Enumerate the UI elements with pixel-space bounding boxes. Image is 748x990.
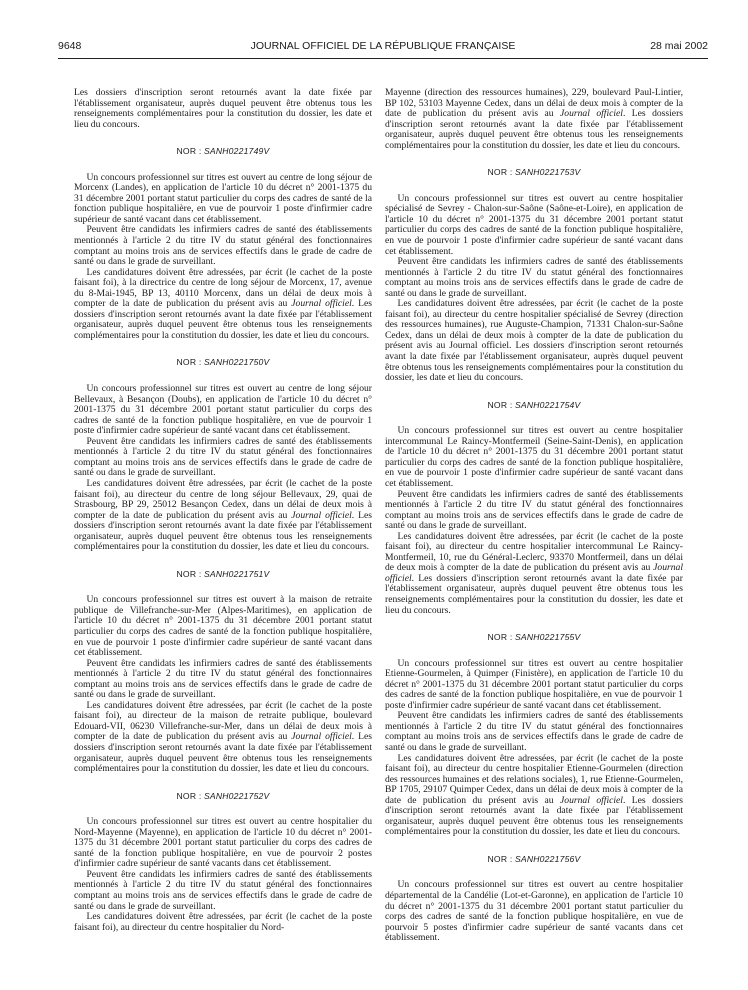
notice-paragraph: Peuvent être candidats les infirmiers cadres de santé des établissements mentionnés à l'article 2 du titre IV du statut général des fonctionnaires comptant au moins trois ans de services effectifs dans le grade de cadre de santé ou dans le grade de surveillant. [385, 710, 683, 753]
journal-reference: Journal officiel [291, 509, 352, 521]
nor-code: SANH0221750V [204, 357, 270, 368]
notice-paragraph: Un concours professionnel sur titres est ouvert au centre hospitalier Etienne-Gourmelen, à Quimper (Finistère), en application de l'article 10 du décret n° 2001-1375 du 31 décembre 2001 portant statut particulier du corps des cadres de santé de la fonction publique hospitalière, en vue de pourvoir 1 poste d'infirmier cadre supérieur de santé vacant dans cet établissement. [385, 657, 683, 711]
notice-paragraph: Un concours professionnel sur titres est ouvert à la maison de retraite publique de Villefranche-sur-Mer (Alpes-Maritimes), en application de l'article 10 du décret n° 2001-1375 du 31 décembre 2001 portant statut particulier du corps des cadres de santé de la fonction publique hospitalière, en vue de pourvoir 1 poste d'infirmier cadre supérieur de santé vacant dans cet établissement. [74, 594, 372, 659]
journal-reference: Journal officiel [560, 108, 623, 120]
notice-paragraph: Peuvent être candidats les infirmiers cadres de santé des établissements mentionnés à l'article 2 du titre IV du statut général des fonctionnaires comptant au moins trois ans de services effectifs dans le grade de cadre de santé ou dans le grade de surveillant. [74, 657, 372, 701]
journal-reference: Journal officiel [560, 794, 623, 806]
nor-heading: NOR : SANH0221754V [487, 399, 581, 410]
nor-code: SANH0221749V [204, 146, 270, 157]
nor-code: SANH0221756V [515, 853, 581, 864]
notice-paragraph: Les candidatures doivent être adressées, par écrit (le cachet de la poste faisant foi), au directeur du centre hospitalier du Nord- [74, 911, 372, 933]
journal-title: JOURNAL OFFICIEL DE LA RÉPUBLIQUE FRANÇAISE [250, 40, 516, 52]
page-header [58, 40, 708, 56]
nor-heading: NOR : SANH0221753V [487, 167, 581, 178]
notice-paragraph: Peuvent être candidats les infirmiers cadres de santé des établissements mentionnés à l'article 2 du titre IV du statut général des fonctionnaires comptant au moins trois ans de services effectifs dans le grade de cadre de santé ou dans le grade de surveillant. [385, 256, 683, 299]
nor-code: SANH0221752V [204, 790, 270, 801]
nor-heading: NOR : SANH0221752V [176, 790, 270, 801]
page-number: 9648 [58, 40, 82, 52]
notice-paragraph: Les candidatures doivent être adressées, par écrit (le cachet de la poste faisant foi), au directeur du centre hospitalier Etienne-Gourmelen (direction des ressources humaines et des relations sociales), 1, rue Etienne-Gourmelen, BP 1705, 29107 Quimper Cedex, dans un délai de deux mois à compter de la date de publication du présent avis au Journal officiel. Les dossiers d'inscription seront retournés avant la date fixée par l'établissement organisateur, auprès duquel peuvent être obtenus tous les renseignements complémentaires pour la constitution du dossier, les date et lieu du concours. [385, 752, 683, 838]
notice-paragraph: Peuvent être candidats les infirmiers cadres de santé des établissements mentionnés à l'article 2 du titre IV du statut général des fonctionnaires comptant au moins trois ans de services effectifs dans le grade de cadre de santé ou dans le grade de surveillant. [74, 435, 372, 479]
journal-reference: Journal officiel [291, 298, 352, 310]
issue-date: 28 mai 2002 [650, 40, 708, 52]
nor-heading: NOR : SANH0221751V [176, 568, 270, 579]
nor-code: SANH0221754V [515, 399, 581, 410]
notice-paragraph: Un concours professionnel sur titres est ouvert au centre de long séjour Bellevaux, à Besançon (Doubs), en application de l'article 10 du décret n° 2001-1375 du 31 décembre 2001 portant statut particulier du corps des cadres de santé de la fonction publique hospitalière, en vue de pourvoir 1 poste d'infirmier cadre supérieur de santé vacant dans cet établissement. [74, 383, 372, 437]
notice-paragraph: Peuvent être candidats les infirmiers cadres de santé des établissements mentionnés à l'article 2 du titre IV du statut général des fonctionnaires comptant au moins trois ans de services effectifs dans le grade de cadre de santé ou dans le grade de surveillant. [74, 868, 372, 912]
notice-paragraph: Un concours professionnel sur titres est ouvert au centre de long séjour de Morcenx (Landes), en application de l'article 10 du décret n° 2001-1375 du 31 décembre 2001 portant statut particulier du corps des cadres de santé de la fonction publique hospitalière, en vue de pourvoir 1 poste d'infirmier cadre supérieur de santé vacant dans cet établissement. [74, 171, 372, 225]
nor-heading: NOR : SANH0221749V [176, 146, 270, 157]
notice-paragraph: Un concours professionnel sur titres est ouvert au centre hospitalier intercommunal Le Raincy-Montfermeil (Seine-Saint-Denis), en application de l'article 10 du décret n° 2001-1375 du 31 décembre 2001 portant statut particulier du corps des cadres de santé de la fonction publique hospitalière, en vue de pourvoir 1 poste d'infirmier cadre supérieur de santé vacant dans cet établissement. [385, 425, 683, 489]
nor-code: SANH0221751V [204, 568, 270, 579]
right-column [385, 88, 683, 944]
notice-paragraph: Les candidatures doivent être adressées, par écrit (le cachet de la poste faisant foi), à la directrice du centre de long séjour de Morcenx, 17, avenue du 8-Mai-1945, BP 13, 40110 Morcenx, dans un délai de deux mois à compter de la date de publication du présent avis au Journal officiel. Les dossiers d'inscription seront retournés avant la date fixée par l'établissement organisateur, auprès duquel peuvent être obtenus tous les renseignements complémentaires pour la constitution du dossier, les date et lieu du concours. [74, 266, 373, 341]
notice-paragraph: Peuvent être candidats les infirmiers cadres de santé des établissements mentionnés à l'article 2 du titre IV du statut général des fonctionnaires comptant au moins trois ans de services effectifs dans le grade de cadre de santé ou dans le grade de surveillant. [385, 488, 683, 532]
continued-paragraph: Mayenne (direction des ressources humaines), 229, boulevard Paul-Lintier, BP 102, 53103 Mayenne Cedex, dans un délai de deux mois à compter de la date de publication du présent avis au Journal officiel. Les dossiers d'inscription seront retournés avant la date fixée par l'établissement organisateur, auprès duquel peuvent être obtenus tous les renseignements complémentaires pour la constitution du dossier, les date et lieu du concours. [385, 87, 683, 151]
notice-paragraph: Un concours professionnel sur titres est ouvert au centre hospitalier départemental de la Candélie (Lot-et-Garonne), en application de l'article 10 du décret n° 2001-1375 du 31 décembre 2001 portant statut particulier du corps des cadres de santé de la fonction publique hospitalière, en vue de pourvoir 5 postes d'infirmier cadre supérieur de santé vacants dans cet établissement. [385, 879, 683, 944]
notice-paragraph: Les candidatures doivent être adressées, par écrit (le cachet de la poste faisant foi), au directeur du centre hospitalier spécialisé de Sevrey (direction des ressources humaines), rue Auguste-Champion, 71331 Chalon-sur-Saône Cedex, dans un délai de deux mois à compter de la date de publication du présent avis au Journal officiel. Les dossiers d'inscription seront retournés avant la date fixée par l'établissement organisateur, auprès duquel peuvent être obtenus tous les renseignements complémentaires pour la constitution du dossier, les date et lieu du concours. [385, 298, 683, 384]
nor-code: SANH0221753V [515, 167, 581, 178]
notice-paragraph: Un concours professionnel sur titres est ouvert au centre hospitalier spécialisé de Sevrey - Chalon-sur-Saône (Saône-et-Loire), en application de l'article 10 du décret n° 2001-1375 du 31 décembre 2001 portant statut particulier du corps des cadres de santé de la fonction publique hospitalière, en vue de pourvoir 1 poste d'infirmier cadre supérieur de santé vacant dans cet établissement. [385, 192, 683, 257]
nor-heading: NOR : SANH0221756V [487, 853, 581, 864]
journal-reference: Journal officiel [385, 562, 683, 584]
notice-paragraph: Les candidatures doivent être adressées, par écrit (le cachet de la poste faisant foi), au directeur du centre de long séjour Bellevaux, 29, quai de Strasbourg, BP 29, 25012 Besançon Cedex, dans un délai de deux mois à compter de la date de publication du présent avis au Journal officiel. Les dossiers d'inscription seront retournés avant la date fixée par l'établissement organisateur, auprès duquel peuvent être obtenus tous les renseignements complémentaires pour la constitution du dossier, les date et lieu du concours. [74, 477, 373, 553]
notice-paragraph: Les candidatures doivent être adressées, par écrit (le cachet de la poste faisant foi), au directeur du centre hospitalier intercommunal Le Raincy-Montfermeil, 10, rue du Général-Leclerc, 93370 Montfermeil, dans un délai de deux mois à compter de la date de publication du présent avis au Journal officiel. Les dossiers d'inscription seront retournés avant la date fixée par l'établissement organisateur, auprès duquel peuvent être obtenus tous les renseignements complémentaires pour la constitution du dossier, les date et lieu du concours. [385, 530, 683, 616]
nor-heading: NOR : SANH0221755V [487, 632, 581, 643]
intro-paragraph: Les dossiers d'inscription seront retournés avant la date fixée par l'établissement organisateur, auprès duquel peuvent être obtenus tous les renseignements complémentaires pour la constitution du dossier, les date et lieu du concours. [74, 87, 372, 130]
nor-code: SANH0221755V [515, 632, 581, 643]
nor-heading: NOR : SANH0221750V [176, 357, 270, 368]
header-rule [58, 58, 708, 59]
left-column [74, 88, 372, 933]
notice-paragraph: Les candidatures doivent être adressées, par écrit (le cachet de la poste faisant foi), au directeur de la maison de retraite publique, boulevard Edouard-VII, 06230 Villefranche-sur-Mer, dans un délai de deux mois à compter de la date de publication du présent avis au Journal officiel. Les dossiers d'inscription seront retournés avant la date fixée par l'établissement organisateur, auprès duquel peuvent être obtenus tous les renseignements complémentaires pour la constitution du dossier, les date et lieu du concours. [74, 699, 373, 775]
notice-paragraph: Peuvent être candidats les infirmiers cadres de santé des établissements mentionnés à l'article 2 du titre IV du statut général des fonctionnaires comptant au moins trois ans de services effectifs dans le grade de cadre de santé ou dans le grade de surveillant. [74, 224, 372, 268]
journal-reference: Journal officiel [291, 731, 352, 743]
notice-paragraph: Un concours professionnel sur titres est ouvert au centre hospitalier du Nord-Mayenne (Mayenne), en application de l'article 10 du décret n° 2001-1375 du 31 décembre 2001 portant statut particulier du corps des cadres de santé de la fonction publique hospitalière, en vue de pourvoir 2 postes d'infirmier cadre supérieur de santé vacants dans cet établissement. [74, 816, 372, 870]
